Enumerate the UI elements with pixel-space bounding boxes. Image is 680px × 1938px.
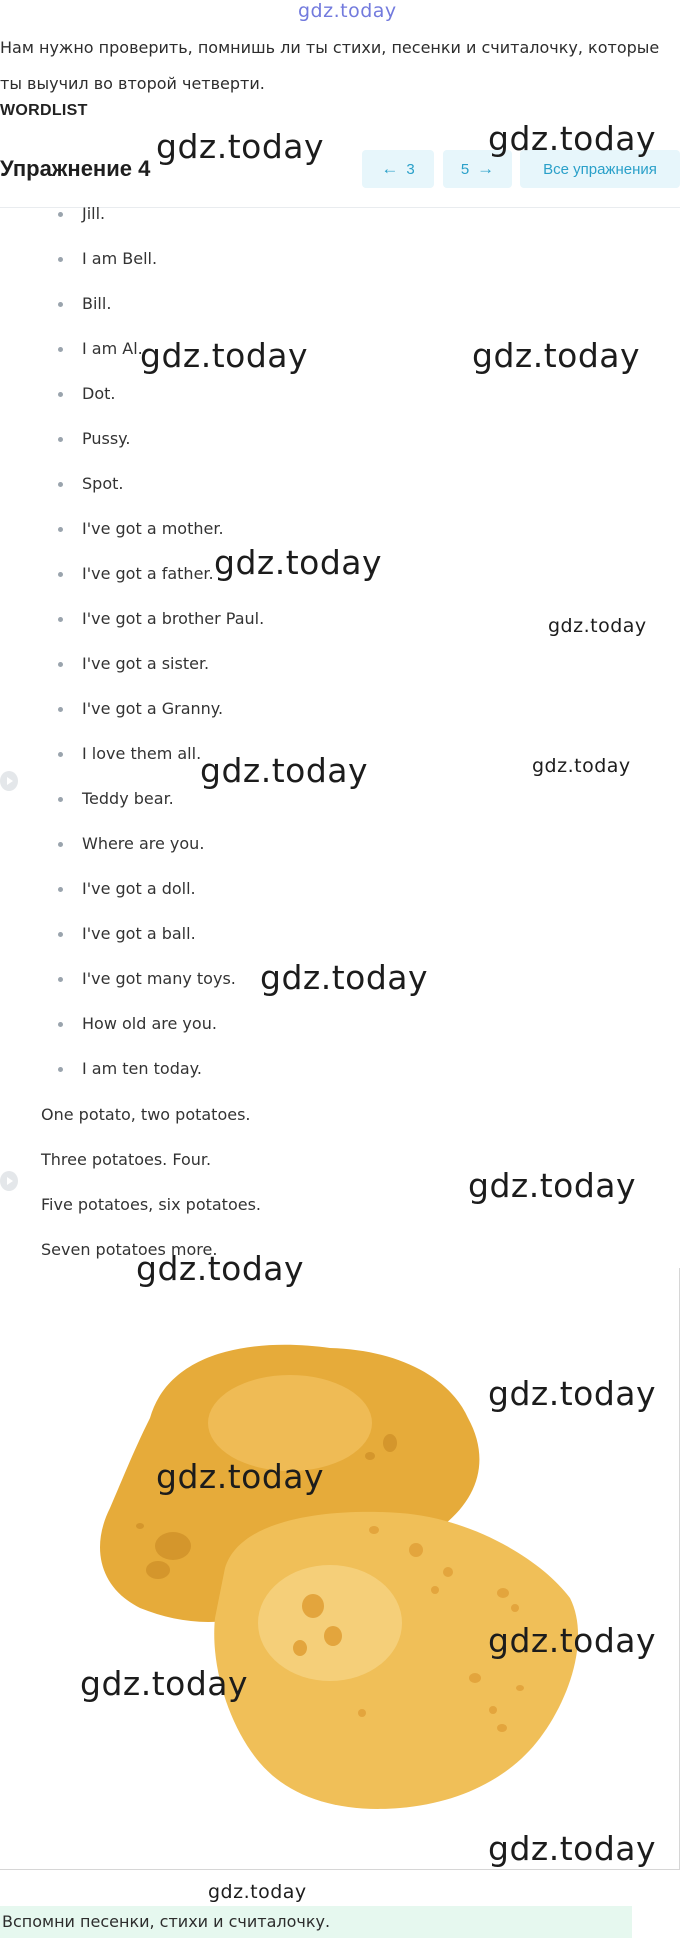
potato-spot — [146, 1561, 170, 1579]
next-exercise-label: 5 — [460, 160, 470, 178]
bullet-dot — [58, 527, 63, 532]
bullet-dot — [58, 662, 63, 667]
line-text: I've got many toys. — [82, 969, 236, 988]
potato-spot — [136, 1523, 144, 1529]
watermark: gdz.today — [472, 336, 641, 375]
watermark: gdz.today — [140, 336, 309, 375]
site-logo[interactable]: gdz.today — [298, 0, 397, 22]
potato-spot — [516, 1685, 524, 1691]
watermark: gdz.today — [200, 751, 369, 790]
potato-spot — [155, 1532, 191, 1560]
bullet-dot — [58, 392, 63, 397]
line-text: I am ten today. — [82, 1059, 202, 1078]
potato-front-highlight — [258, 1565, 402, 1681]
potato-spot — [469, 1673, 481, 1683]
line-text: I've got a brother Paul. — [82, 609, 265, 628]
potato-spot — [511, 1604, 519, 1612]
bullet-dot — [58, 797, 63, 802]
potato-spot — [324, 1626, 342, 1646]
list-item — [0, 605, 680, 650]
potato-spot — [365, 1452, 375, 1460]
watermark: gdz.today — [488, 1621, 657, 1660]
watermark: gdz.today — [260, 958, 429, 997]
list-item — [0, 830, 680, 875]
list-item — [0, 560, 680, 605]
potato-spot — [358, 1709, 366, 1717]
line-text: I've got a doll. — [82, 879, 196, 898]
song-lines-list — [0, 200, 680, 1100]
next-exercise-button[interactable] — [443, 150, 512, 188]
watermark: gdz.today — [80, 1664, 249, 1703]
rhyme-line: Three potatoes. Four. — [41, 1150, 212, 1169]
intro-text: Нам нужно проверить, помнишь ли ты стихи, песенки и считалочку, которые ты выучил во второй четверти. — [0, 38, 660, 93]
watermark: gdz.today — [214, 543, 383, 582]
list-item — [0, 875, 680, 920]
list-item — [0, 335, 680, 380]
watermark: gdz.today — [156, 127, 325, 166]
watermark: gdz.today — [488, 1374, 657, 1413]
line-text: Pussy. — [82, 429, 131, 448]
line-text: Where are you. — [82, 834, 205, 853]
watermark: gdz.today — [156, 1457, 325, 1496]
bullet-dot — [58, 572, 63, 577]
list-item — [0, 740, 680, 785]
watermark: gdz.today — [488, 119, 657, 158]
rhyme-line: One potato, two potatoes. — [41, 1105, 251, 1124]
list-item — [0, 965, 680, 1010]
bullet-dot — [58, 977, 63, 982]
bullet-dot — [58, 617, 63, 622]
potato-spot — [497, 1724, 507, 1732]
bullet-dot — [58, 212, 63, 217]
watermark: gdz.today — [208, 1881, 307, 1903]
bullet-dot — [58, 842, 63, 847]
potato-back-highlight — [208, 1375, 372, 1471]
list-item — [0, 1055, 680, 1100]
potatoes-image — [0, 1268, 680, 1868]
potato-spot — [431, 1586, 439, 1594]
list-item — [0, 1010, 680, 1055]
watermark: gdz.today — [548, 615, 647, 637]
line-text: I've got a Granny. — [82, 699, 224, 718]
potato-spot — [443, 1567, 453, 1577]
line-text: I've got a father. — [82, 564, 214, 583]
potato-spot — [383, 1434, 397, 1452]
line-text: Bill. — [82, 294, 112, 313]
watermark: gdz.today — [532, 755, 631, 777]
rhyme-line: Five potatoes, six potatoes. — [41, 1195, 262, 1214]
list-item — [0, 650, 680, 695]
watermark: gdz.today — [488, 1829, 657, 1868]
line-text: I am Al. — [82, 339, 143, 358]
exercise-title: Упражнение 4 — [0, 156, 151, 181]
counting-rhyme — [41, 1100, 641, 1280]
line-text: Dot. — [82, 384, 116, 403]
play-icon[interactable] — [0, 1171, 18, 1191]
bullet-dot — [58, 1067, 63, 1072]
rhyme-line: Seven potatoes more. — [41, 1240, 218, 1259]
bullet-dot — [58, 347, 63, 352]
potato-spot — [489, 1706, 497, 1714]
potato-spot — [293, 1640, 307, 1656]
wordlist-heading: WORDLIST — [0, 102, 88, 119]
list-item — [0, 425, 680, 470]
potato-spot — [409, 1543, 423, 1557]
list-item — [0, 200, 680, 245]
list-item — [0, 245, 680, 290]
potato-front — [214, 1512, 578, 1809]
line-text: I love them all. — [82, 744, 202, 763]
bullet-dot — [58, 932, 63, 937]
line-text: I've got a sister. — [82, 654, 210, 673]
prev-exercise-button[interactable] — [362, 150, 434, 188]
watermark: gdz.today — [136, 1249, 305, 1288]
potato-spot — [369, 1526, 379, 1534]
potato-spot — [302, 1594, 324, 1618]
list-item — [0, 920, 680, 965]
line-text: Teddy bear. — [82, 789, 174, 808]
bullet-dot — [58, 887, 63, 892]
list-item — [0, 380, 680, 425]
line-text: I've got a mother. — [82, 519, 224, 538]
arrow-right-icon: → — [477, 159, 495, 178]
arrow-left-icon: ← — [381, 159, 399, 178]
list-item — [0, 470, 680, 515]
bullet-dot — [58, 302, 63, 307]
bullet-dot — [58, 1022, 63, 1027]
line-text: I've got a ball. — [82, 924, 196, 943]
bullet-dot — [58, 752, 63, 757]
watermark: gdz.today — [468, 1166, 637, 1205]
list-item — [0, 695, 680, 740]
hint-banner: Вспомни песенки, стихи и считалочку. — [0, 1906, 632, 1938]
potato-spot — [497, 1588, 509, 1598]
play-icon[interactable] — [0, 771, 18, 791]
bullet-dot — [58, 707, 63, 712]
all-exercises-button[interactable]: Все упражнения — [520, 150, 680, 188]
list-item — [0, 515, 680, 560]
list-item — [0, 785, 680, 830]
bullet-dot — [58, 437, 63, 442]
bullet-dot — [58, 257, 63, 262]
line-text: I am Bell. — [82, 249, 158, 268]
line-text: How old are you. — [82, 1014, 217, 1033]
bullet-dot — [58, 482, 63, 487]
line-text: Jill. — [82, 204, 106, 223]
prev-exercise-label: 3 — [406, 160, 415, 178]
line-text: Spot. — [82, 474, 124, 493]
potatoes-illustration — [0, 1268, 680, 1870]
list-item — [0, 290, 680, 335]
